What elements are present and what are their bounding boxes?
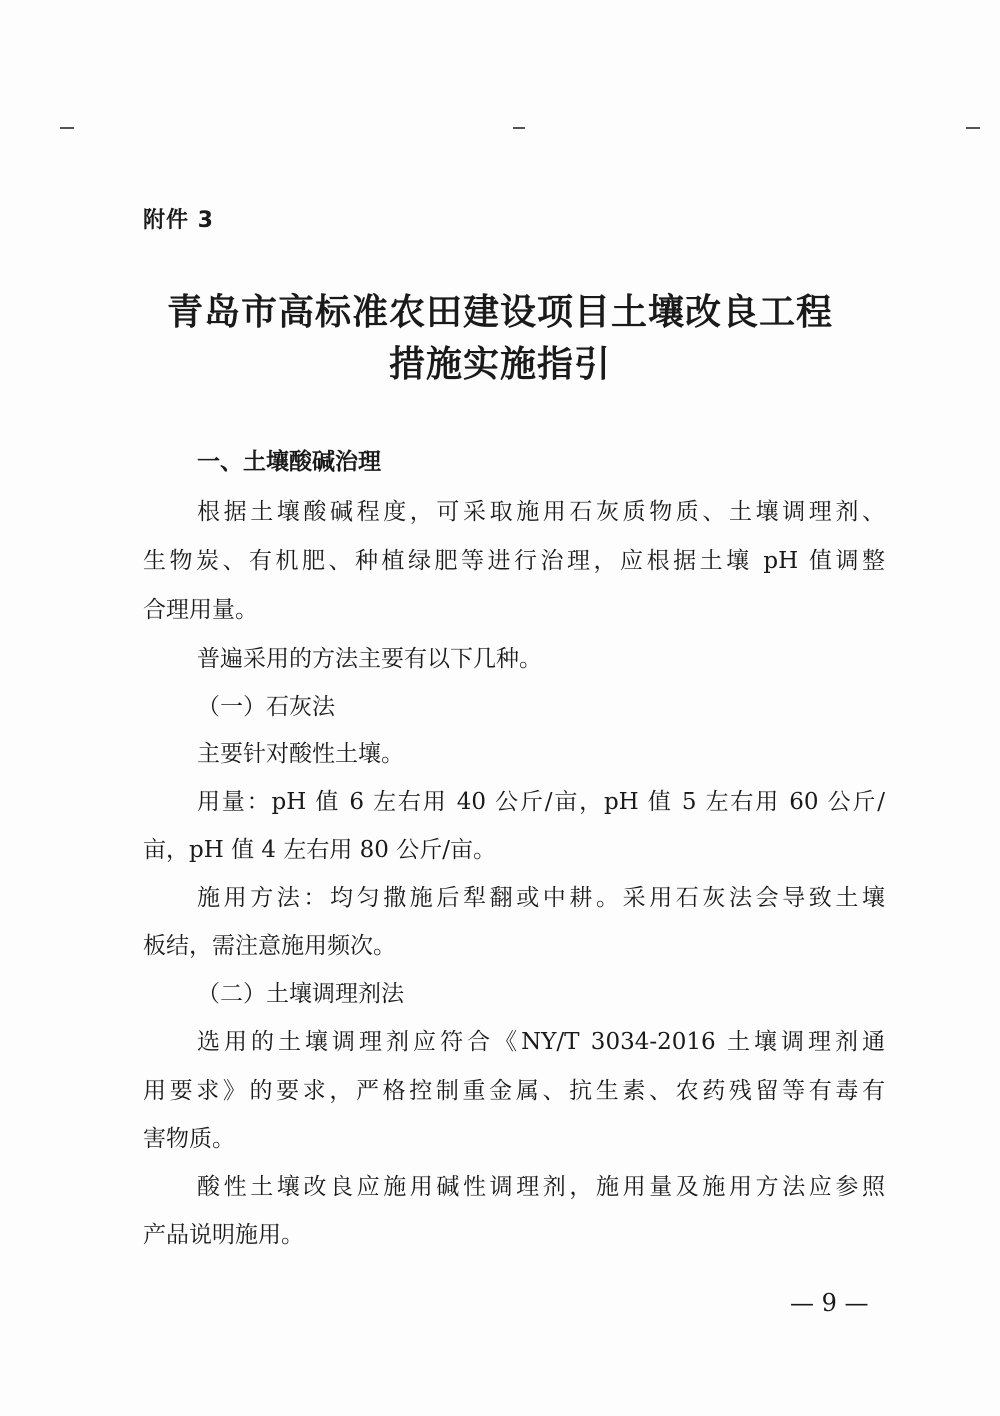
scan-mark-center (513, 127, 525, 129)
paragraph5-line1: 施用方法：均匀撒施后犁翻或中耕。采用石灰法会导致土壤 (197, 885, 885, 911)
paragraph4-line2: 亩，pH 值 4 左右用 80 公斤/亩。 (143, 837, 496, 863)
scan-mark-left (60, 127, 74, 129)
page-number: — 9 — (790, 1289, 869, 1317)
paragraph1-line2: 生物炭、有机肥、种植绿肥等进行治理，应根据土壤 pH 值调整 (143, 548, 885, 574)
paragraph5-line2: 板结，需注意施用频次。 (143, 933, 396, 959)
paragraph6-line3: 害物质。 (143, 1126, 235, 1152)
paragraph3: 主要针对酸性土壤。 (197, 741, 404, 767)
paragraph7-line1: 酸性土壤改良应施用碱性调理剂，施用量及施用方法应参照 (197, 1174, 885, 1200)
paragraph1-line1: 根据土壤酸碱程度，可采取施用石灰质物质、土壤调理剂、 (197, 499, 885, 525)
subsection1-heading: （一）石灰法 (197, 694, 335, 720)
paragraph2: 普遍采用的方法主要有以下几种。 (197, 646, 542, 672)
paragraph7-line2: 产品说明施用。 (143, 1222, 304, 1248)
paragraph4-line1: 用量：pH 值 6 左右用 40 公斤/亩，pH 值 5 左右用 60 公斤/ (197, 789, 885, 815)
paragraph1-line3: 合理用量。 (143, 597, 258, 623)
subsection2-heading: （二）土壤调理剂法 (197, 981, 404, 1007)
section1-heading: 一、土壤酸碱治理 (197, 449, 381, 475)
document-title-line1: 青岛市高标准农田建设项目土壤改良工程 (166, 291, 833, 333)
paragraph6-line1: 选用的土壤调理剂应符合《NY/T 3034-2016 土壤调理剂通 (197, 1029, 885, 1055)
attachment-label: 附件 3 (143, 208, 214, 233)
scan-mark-right (966, 127, 980, 129)
paragraph6-line2: 用要求》的要求，严格控制重金属、抗生素、农药残留等有毒有 (143, 1078, 885, 1104)
document-title-line2: 措施实施指引 (388, 343, 611, 385)
